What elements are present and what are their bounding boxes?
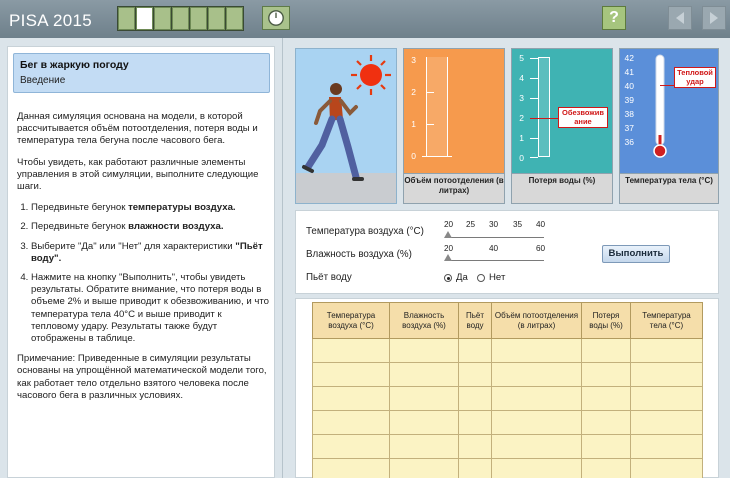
table-cell [313, 387, 390, 411]
left-panel [0, 38, 282, 478]
body-temp-gauge [619, 48, 719, 204]
table-cell [492, 363, 582, 387]
table-cell [390, 459, 459, 478]
dehydration-callout: Обезвожив ание [558, 107, 608, 128]
table-row [313, 387, 703, 411]
temp-tick-label: 39 [624, 95, 634, 105]
table-row [313, 435, 703, 459]
water-tick [530, 138, 538, 139]
air-temp-slider-thumb[interactable] [444, 231, 452, 238]
table-header-row [313, 303, 703, 339]
progress-segment [226, 7, 243, 30]
results-body [313, 339, 703, 478]
water-tick-label: 2 [519, 113, 524, 123]
humidity-slider-thumb[interactable] [444, 254, 452, 261]
water-tick-label: 4 [519, 73, 524, 83]
table-cell [582, 339, 631, 363]
heatstroke-line [660, 85, 674, 86]
water-loss-gauge [511, 48, 613, 204]
table-cell [390, 411, 459, 435]
water-bar [538, 57, 550, 157]
drinks-water-label: Пьёт воду [306, 272, 352, 283]
air-temp-label: Температура воздуха (°С) [306, 226, 424, 237]
dehydration-line [530, 118, 560, 119]
run-button[interactable]: Выполнить [602, 245, 670, 263]
table-cell [459, 411, 492, 435]
table-cell [492, 411, 582, 435]
table-cell [313, 459, 390, 478]
table-cell [582, 435, 631, 459]
step-text: Передвиньте бегунок [31, 202, 129, 214]
top-bar [0, 0, 730, 38]
sweat-tick-label: 1 [411, 119, 416, 129]
table-cell [631, 363, 703, 387]
table-cell [313, 411, 390, 435]
table-cell [492, 339, 582, 363]
step-item: 4. Нажмите на кнопку "Выполнить", чтобы увидеть результаты. Обратите внимание, что потеря воды в объеме 2% и выше приводит к обезвоживанию, и что температура тела 40°С и выше приводит к тепловому удару. Результаты также будут отображены в таблице. [31, 272, 271, 345]
table-cell [390, 363, 459, 387]
table-cell [390, 387, 459, 411]
col-header-humidity: Влажность воздуха (%) [390, 303, 459, 339]
air-temp-scale: 30 [489, 220, 499, 229]
water-tick [530, 98, 538, 99]
table-cell [390, 435, 459, 459]
table-cell [313, 435, 390, 459]
progress-segment [118, 7, 135, 30]
humidity-scale: 60 [536, 244, 546, 253]
progress-segment-current [136, 7, 153, 30]
humidity-label: Влажность воздуха (%) [306, 249, 412, 260]
heatstroke-callout: Тепловой удар [674, 67, 716, 88]
table-cell [459, 339, 492, 363]
table-row [313, 459, 703, 478]
table-cell [313, 339, 390, 363]
table-cell [631, 387, 703, 411]
progress-segment [208, 7, 225, 30]
table-row [313, 411, 703, 435]
intro-paragraph: Данная симуляция основана на модели, в которой рассчитывается объём потоотделения, потеря воды и температура тела бегуна после часового бега. [17, 111, 258, 147]
table-cell [313, 363, 390, 387]
table-cell [582, 387, 631, 411]
temp-tick-label: 41 [624, 67, 634, 77]
water-tick-label: 3 [519, 93, 524, 103]
unit-title: Бег в жаркую погоду [20, 59, 129, 71]
air-temp-scale: 35 [513, 220, 523, 229]
temp-caption: Температура тела (°C) [620, 173, 718, 203]
temp-tick-label: 38 [624, 109, 634, 119]
table-row [313, 363, 703, 387]
controls-panel [295, 210, 719, 294]
table-cell [492, 435, 582, 459]
step-item [31, 241, 271, 265]
step-text: Выберите "Да" или "Нет" для характеристики [31, 240, 236, 252]
timer-button[interactable] [262, 6, 290, 30]
help-button[interactable] [602, 6, 626, 30]
progress-bar [117, 6, 244, 31]
air-temp-scale: 40 [536, 220, 546, 229]
table-cell [631, 435, 703, 459]
runner-icon [296, 49, 398, 205]
drinks-no-label[interactable]: Нет [489, 272, 506, 283]
air-temp-slider[interactable] [446, 237, 544, 238]
col-header-sweat: Объём потоотделения (в литрах) [492, 303, 582, 339]
step-bold: температуры воздуха. [128, 202, 236, 214]
air-temp-scale: 25 [466, 220, 476, 229]
instructions-text [17, 111, 271, 411]
instructions-panel[interactable] [7, 46, 275, 478]
table-cell [582, 411, 631, 435]
table-cell [582, 459, 631, 478]
water-tick [530, 58, 538, 59]
progress-segment [190, 7, 207, 30]
sweat-tick-label: 2 [411, 87, 416, 97]
next-button[interactable] [702, 6, 726, 30]
simulation-panel [282, 38, 730, 478]
table-cell [631, 411, 703, 435]
step-bold: "Пьёт воду". [31, 240, 263, 264]
col-header-drinks: Пьёт воду [459, 303, 492, 339]
air-temp-scale: 20 [444, 220, 454, 229]
clock-icon [267, 9, 285, 27]
table-cell [631, 459, 703, 478]
temp-tick-label: 37 [624, 123, 634, 133]
steps-list [17, 202, 271, 345]
progress-segment [154, 7, 171, 30]
humidity-scale: 20 [444, 244, 454, 253]
table-cell [459, 459, 492, 478]
table-cell [459, 387, 492, 411]
col-header-water-loss: Потеря воды (%) [582, 303, 631, 339]
temp-tick-label: 42 [624, 53, 634, 63]
table-row [313, 339, 703, 363]
col-header-air-temp: Температура воздуха (°С) [313, 303, 390, 339]
water-tick-label: 5 [519, 53, 524, 63]
water-caption: Потеря воды (%) [512, 173, 612, 203]
runner-scene [295, 48, 397, 204]
sweat-caption: Объём потоотделения (в литрах) [404, 173, 504, 203]
graduated-cylinder [426, 57, 448, 157]
water-tick-label: 0 [519, 153, 524, 163]
temp-tick-label: 40 [624, 81, 634, 91]
arrow-left-icon [673, 11, 687, 25]
step-item [31, 221, 271, 233]
table-cell [459, 363, 492, 387]
temp-tick-label: 36 [624, 137, 634, 147]
app-title: PISA 2015 [9, 11, 93, 30]
steps-intro: Чтобы увидеть, как работают различные элементы управления в этой симуляции, выполните следующие шаги. [17, 156, 259, 193]
sweat-tick-label: 3 [411, 55, 416, 65]
step-text: Передвиньте бегунок [31, 221, 129, 233]
display-area [295, 48, 719, 204]
table-cell [582, 363, 631, 387]
water-tick [530, 78, 538, 79]
humidity-scale: 40 [489, 244, 499, 253]
table-cell [459, 435, 492, 459]
cylinder-base [422, 156, 452, 157]
progress-segment [172, 7, 189, 30]
results-area [295, 298, 719, 478]
table-cell [492, 387, 582, 411]
table-cell [492, 459, 582, 478]
prev-button[interactable] [668, 6, 692, 30]
col-header-body-temp: Температура тела (°С) [631, 303, 703, 339]
unit-header [13, 53, 270, 93]
sweat-volume-gauge [403, 48, 505, 204]
cylinder-mark [426, 92, 434, 93]
unit-subtitle: Введение [20, 75, 66, 86]
table-cell [390, 339, 459, 363]
thermometer-icon [650, 53, 670, 161]
water-tick-label: 1 [519, 133, 524, 143]
cylinder-mark [426, 124, 434, 125]
step-item [31, 202, 271, 214]
step-bold: влажности воздуха. [128, 221, 224, 233]
sweat-tick-label: 0 [411, 151, 416, 161]
results-table [312, 302, 703, 478]
drinks-no-radio[interactable] [477, 274, 485, 282]
arrow-right-icon [707, 11, 721, 25]
question-icon: ? [609, 9, 619, 26]
humidity-slider[interactable] [446, 260, 544, 261]
drinks-yes-radio[interactable] [444, 274, 452, 282]
note-paragraph: Примечание: Приведенные в симуляции результаты основаны на упрощённой математической модели того, как работает тело отдельно взятого человека после часового бега в различных условиях. [17, 353, 267, 401]
water-tick [530, 157, 538, 158]
drinks-yes-label[interactable]: Да [456, 272, 468, 283]
table-cell [631, 339, 703, 363]
